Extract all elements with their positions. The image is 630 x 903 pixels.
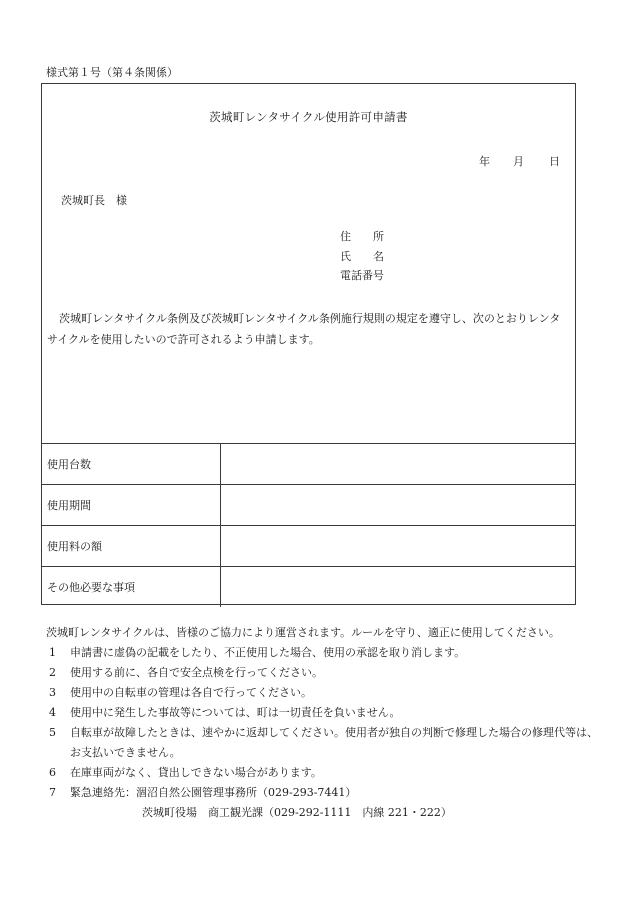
emergency-contact-secondary: 茨城町役場 商工観光課（029-292-1111 内線 221・222） — [142, 806, 452, 819]
field-label-bike-count: 使用台数 — [42, 444, 221, 485]
note-text: 緊急連絡先：涸沼自然公園管理事務所（029-293-7441） — [70, 786, 357, 799]
note-number: 7 — [49, 786, 56, 799]
table-row — [42, 567, 575, 608]
note-text: 使用中の自転車の管理は各自で行ってください。 — [70, 686, 312, 699]
addressee: 茨城町長 様 — [61, 194, 127, 207]
note-number: 2 — [49, 666, 56, 679]
note-item — [46, 703, 606, 723]
note-number: 5 — [49, 726, 56, 739]
note-text: 使用する前に、各自で安全点検を行ってください。 — [70, 666, 323, 679]
field-label-other-matters: その他必要な事項 — [42, 567, 221, 608]
note-item — [46, 663, 606, 683]
note-text: 申請書に虚偽の記載をしたり、不正使用した場合、使用の承認を取り消します。 — [70, 646, 466, 659]
note-item — [46, 723, 606, 763]
note-number: 6 — [49, 766, 56, 779]
field-value-usage-fee[interactable] — [221, 526, 576, 567]
note-number: 4 — [49, 706, 56, 719]
field-label-usage-period: 使用期間 — [42, 485, 221, 526]
note-text: 自転車が故障したときは、速やかに返却してください。使用者が独自の判断で修理した場合の修理代等は、お支払いできません。 — [70, 726, 598, 759]
date-day-label: 日 — [549, 155, 560, 168]
application-statement: 茨城町レンタサイクル条例及び茨城町レンタサイクル条例施行規則の規定を遵守し、次のとおりレンタサイクルを使用したいので許可されるよう申請します。 — [47, 312, 561, 346]
note-number: 1 — [49, 646, 56, 659]
notes-intro: 茨城町レンタサイクルは、皆様のご協力により運営されます。ルールを守り、適正に使用してください。 — [46, 626, 560, 639]
date-month-label: 月 — [513, 155, 524, 168]
field-value-other-matters[interactable] — [221, 567, 576, 608]
note-text: 使用中に発生した事故等については、町は一切責任を負いません。 — [70, 706, 401, 719]
note-item-emergency-contact — [46, 783, 606, 803]
notes-section — [46, 623, 606, 823]
table-row — [42, 485, 575, 526]
field-value-bike-count[interactable] — [221, 444, 576, 485]
application-form — [41, 83, 576, 605]
phone-label: 電話番号 — [340, 269, 384, 282]
table-row — [42, 444, 575, 485]
form-number: 様式第１号（第４条関係） — [46, 66, 178, 79]
field-value-usage-period[interactable] — [221, 485, 576, 526]
name-label: 氏 名 — [340, 250, 384, 263]
note-item — [46, 683, 606, 703]
usage-details-table — [42, 443, 575, 607]
note-item — [46, 643, 606, 663]
note-number: 3 — [49, 686, 56, 699]
address-label: 住 所 — [340, 230, 384, 243]
form-title: 茨城町レンタサイクル使用許可申請書 — [209, 110, 408, 124]
field-label-usage-fee: 使用料の額 — [42, 526, 221, 567]
table-row — [42, 526, 575, 567]
note-item — [46, 763, 606, 783]
note-text: 在庫車両がなく、貸出しできない場合があります。 — [70, 766, 322, 779]
date-year-label: 年 — [479, 155, 490, 168]
